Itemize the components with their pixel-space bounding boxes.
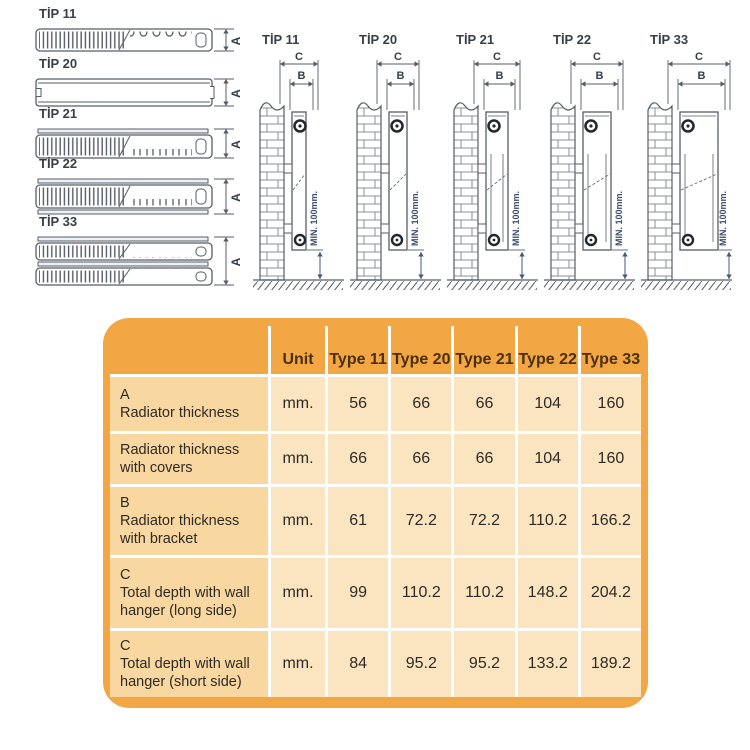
- dim-a-label: A: [229, 89, 243, 98]
- dim-a-label: A: [229, 193, 243, 202]
- row-text: Radiator thickness: [120, 405, 240, 421]
- cross-section-title: TİP 33: [39, 214, 78, 229]
- table-header-type20: Type 20: [391, 326, 451, 374]
- wall-mount-side-view: [541, 48, 638, 294]
- cross-section-tip33: [33, 214, 251, 294]
- value-cell: 133.2: [518, 631, 578, 697]
- unit-cell: mm.: [271, 487, 325, 555]
- row-text: Total depth with wall hanger (short side): [120, 655, 250, 691]
- dim-b-label: B: [495, 70, 504, 82]
- value-cell: 189.2: [581, 631, 641, 697]
- unit-cell: mm.: [271, 631, 325, 697]
- table-header-blank: [110, 326, 268, 374]
- value-cell: 66: [328, 434, 388, 484]
- wall-bracket: [381, 224, 389, 233]
- radiator-cross-section-drawing: [33, 231, 251, 289]
- brick-wall: [551, 103, 575, 280]
- cross-section-title: TİP 21: [39, 106, 78, 121]
- value-cell: 72.2: [454, 487, 514, 555]
- row-text: Radiator thickness with bracket: [120, 512, 240, 548]
- cross-section-title: TİP 22: [39, 156, 78, 171]
- table-header-type11: Type 11: [328, 326, 388, 374]
- value-cell: 84: [328, 631, 388, 697]
- brick-wall: [357, 103, 381, 280]
- unit-cell: mm.: [271, 434, 325, 484]
- min-clearance-label: MIN. 100mm.: [410, 190, 420, 246]
- installation-title: TİP 20: [359, 32, 398, 47]
- row-label-c-depth-short: [110, 631, 268, 697]
- value-cell: 104: [518, 434, 578, 484]
- dim-c-label: C: [695, 51, 703, 63]
- dim-b-label: B: [697, 70, 706, 82]
- row-label-thickness-covers: [110, 434, 268, 484]
- row-text: Radiator thickness with covers: [120, 441, 240, 476]
- dim-b-label: B: [595, 70, 604, 82]
- brick-wall: [260, 103, 284, 280]
- cross-section-diagrams: [33, 4, 251, 304]
- value-cell: 110.2: [454, 558, 514, 628]
- wall-bracket: [575, 224, 583, 233]
- value-cell: 66: [454, 377, 514, 431]
- ground-hatch: [544, 281, 634, 290]
- wall-bracket: [284, 164, 292, 173]
- value-cell: 99: [328, 558, 388, 628]
- row-label-c-depth-long: [110, 558, 268, 628]
- table-header-type22: Type 22: [518, 326, 578, 374]
- min-clearance-label: MIN. 100mm.: [511, 190, 521, 246]
- row-key: C: [120, 566, 131, 583]
- dim-a-label: A: [229, 140, 243, 149]
- ground-hatch: [253, 281, 343, 290]
- cross-section-title: TİP 11: [39, 6, 77, 21]
- wall-bracket: [381, 164, 389, 173]
- installation-title: TİP 22: [553, 32, 592, 47]
- value-cell: 95.2: [391, 631, 451, 697]
- dim-c-label: C: [295, 51, 303, 63]
- value-cell: 72.2: [391, 487, 451, 555]
- installation-title: TİP 11: [262, 32, 300, 47]
- value-cell: 66: [391, 377, 451, 431]
- installation-title: TİP 21: [456, 32, 495, 47]
- ground-hatch: [447, 281, 537, 290]
- radiator-cross-section-drawing: [33, 23, 251, 57]
- dim-c-label: C: [394, 51, 402, 63]
- wall-mount-side-view: [250, 48, 347, 294]
- installation-tip20: [347, 32, 444, 294]
- wall-bracket: [672, 164, 680, 173]
- min-clearance-label: MIN. 100mm.: [614, 190, 624, 246]
- value-cell: 56: [328, 377, 388, 431]
- value-cell: 66: [454, 434, 514, 484]
- min-clearance-label: MIN. 100mm.: [309, 190, 319, 246]
- value-cell: 166.2: [581, 487, 641, 555]
- installation-tip11: [250, 32, 347, 294]
- row-key: B: [120, 494, 130, 511]
- radiator-cross-section-drawing: [33, 173, 251, 219]
- wall-bracket: [575, 164, 583, 173]
- installation-title: TİP 33: [650, 32, 689, 47]
- cross-section-tip11: [33, 6, 251, 62]
- row-label-b-thickness-bracket: [110, 487, 268, 555]
- wall-mount-side-view: [444, 48, 541, 294]
- dim-a-label: A: [229, 257, 243, 267]
- radiator-body: [680, 112, 718, 250]
- brick-wall: [454, 103, 478, 280]
- unit-cell: mm.: [271, 558, 325, 628]
- dim-b-label: B: [297, 70, 306, 82]
- value-cell: 110.2: [391, 558, 451, 628]
- value-cell: 160: [581, 377, 641, 431]
- row-text: Total depth with wall hanger (long side): [120, 584, 250, 620]
- brick-wall: [648, 103, 672, 280]
- dimension-table-grid: [110, 326, 641, 697]
- value-cell: 204.2: [581, 558, 641, 628]
- wall-bracket: [478, 164, 486, 173]
- wall-bracket: [478, 224, 486, 233]
- row-key: C: [120, 637, 131, 654]
- table-header-type21: Type 21: [454, 326, 514, 374]
- row-key: A: [120, 386, 130, 403]
- radiator-body: [486, 112, 508, 250]
- min-clearance-label: MIN. 100mm.: [718, 190, 728, 246]
- ground-hatch: [350, 281, 440, 290]
- value-cell: 61: [328, 487, 388, 555]
- wall-bracket: [284, 224, 292, 233]
- cross-section-title: TİP 20: [39, 56, 78, 71]
- wall-mount-side-view: [638, 48, 735, 294]
- dim-a-label: A: [229, 36, 243, 46]
- wall-mount-side-view: [347, 48, 444, 294]
- installation-diagrams: [250, 32, 740, 294]
- value-cell: 160: [581, 434, 641, 484]
- installation-tip22: [541, 32, 638, 294]
- installation-tip33: [638, 32, 735, 294]
- value-cell: 104: [518, 377, 578, 431]
- dim-c-label: C: [593, 51, 601, 63]
- table-header-unit: Unit: [271, 326, 325, 374]
- wall-bracket: [672, 224, 680, 233]
- radiator-body: [583, 112, 611, 250]
- installation-tip21: [444, 32, 541, 294]
- value-cell: 66: [391, 434, 451, 484]
- value-cell: 148.2: [518, 558, 578, 628]
- dimension-table: [103, 318, 648, 708]
- ground-hatch: [641, 281, 731, 290]
- value-cell: 110.2: [518, 487, 578, 555]
- table-header-type33: Type 33: [581, 326, 641, 374]
- row-label-a-thickness: [110, 377, 268, 431]
- dim-c-label: C: [493, 51, 501, 63]
- dim-b-label: B: [396, 70, 405, 82]
- unit-cell: mm.: [271, 377, 325, 431]
- value-cell: 95.2: [454, 631, 514, 697]
